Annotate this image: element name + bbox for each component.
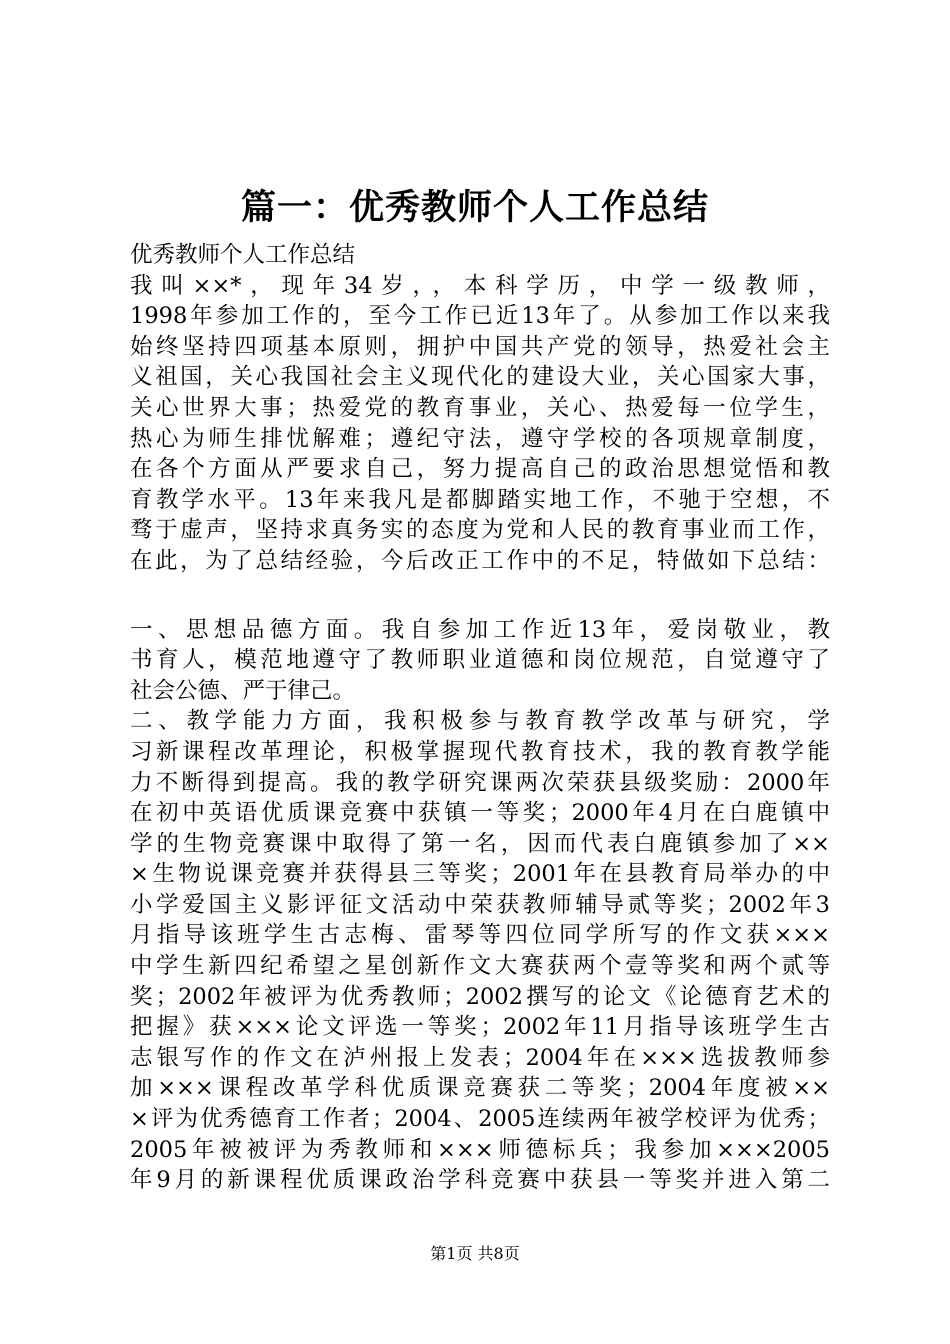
text-line: 年9月的新课程优质课政治学科竞赛中获县一等奖并进入第二: [130, 1167, 830, 1194]
text-line: 在各个方面从严要求自己，努力提高自己的政治思想觉悟和教: [130, 456, 830, 483]
text-line: 义祖国，关心我国社会主义现代化的建设大业，关心国家大事，: [130, 364, 830, 391]
text-line: 骛于虚声，坚持求真务实的态度为党和人民的教育事业而工作，: [130, 517, 830, 544]
text-line: 志银写作的作文在泸州报上发表；2004年在×××选拔教师参: [130, 1044, 830, 1071]
text-line: 力不断得到提高。我的教学研究课两次荣获县级奖励：2000年: [130, 769, 830, 796]
text-line: 习新课程改革理论，积极掌握现代教育技术，我的教育教学能: [130, 738, 830, 765]
text-line: 二、教学能力方面，我积极参与教育教学改革与研究，学: [130, 708, 830, 735]
text-line: 育教学水平。13年来我凡是都脚踏实地工作，不驰于空想，不: [130, 486, 830, 513]
text-line: 加×××课程改革学科优质课竞赛获二等奖；2004年度被××: [130, 1075, 830, 1102]
text-line: 一、思想品德方面。我自参加工作近13年，爱岗敬业，教: [130, 616, 830, 643]
text-line: 2005年被被评为秀教师和×××师德标兵；我参加×××2005: [130, 1136, 830, 1163]
text-line: 奖；2002年被评为优秀教师；2002撰写的论文《论德育艺术的: [130, 983, 830, 1010]
text-line: 在初中英语优质课竞赛中获镇一等奖；2000年4月在白鹿镇中: [130, 800, 830, 827]
text-line: 月指导该班学生古志梅、雷琴等四位同学所写的作文获×××: [130, 922, 830, 949]
text-line: 热心为师生排忧解难；遵纪守法，遵守学校的各项规章制度，: [130, 425, 830, 452]
text-line: 社会公德、严于律己。: [130, 677, 356, 704]
page-title: 篇一：优秀教师个人工作总结: [240, 188, 709, 228]
text-line: 小学爱国主义影评征文活动中荣获教师辅导贰等奖；2002年3: [130, 891, 830, 918]
page-footer: 第1页 共8页: [430, 1244, 520, 1263]
text-line: 优秀教师个人工作总结: [130, 242, 356, 268]
blank-line: [130, 577, 830, 615]
text-line: 始终坚持四项基本原则，拥护中国共产党的领导，热爱社会主: [130, 333, 830, 360]
document-body: [130, 240, 830, 1196]
text-line: 关心世界大事；热爱党的教育事业，关心、热爱每一位学生，: [130, 394, 830, 421]
text-line: 书育人，模范地遵守了教师职业道德和岗位规范，自觉遵守了: [130, 647, 830, 674]
text-line: 1998年参加工作的，至今工作已近13年了。从参加工作以来我: [130, 303, 830, 330]
text-line: 学的生物竞赛课中取得了第一名，因而代表白鹿镇参加了××: [130, 830, 830, 857]
text-line: 中学生新四纪希望之星创新作文大赛获两个壹等奖和两个贰等: [130, 953, 830, 980]
text-line: 把握》获×××论文评选一等奖；2002年11月指导该班学生古: [130, 1014, 830, 1041]
text-line: ×评为优秀德育工作者；2004、2005连续两年被学校评为优秀；: [130, 1106, 830, 1133]
text-line: 我叫××*，现年34岁，，本科学历，中学一级教师，: [130, 272, 830, 299]
text-line: 在此，为了总结经验，今后改正工作中的不足，特做如下总结：: [130, 547, 830, 574]
text-line: ×生物说课竞赛并获得县三等奖；2001年在县教育局举办的中: [130, 861, 830, 888]
